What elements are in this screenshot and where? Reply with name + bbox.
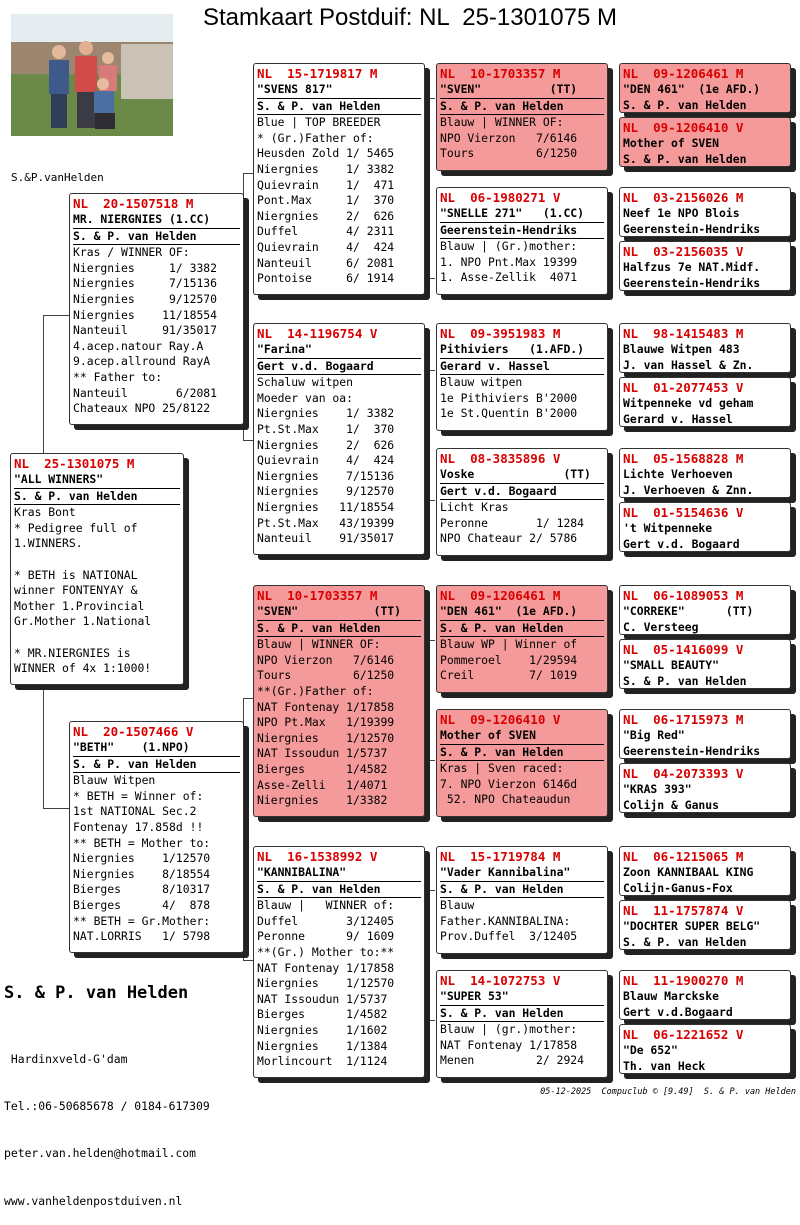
phone: Tel.:06-50685678 / 0184-617309 <box>4 1098 210 1113</box>
connector-line <box>425 640 426 760</box>
pigeon-card-mmm <box>436 970 608 1078</box>
pigeon-card-g16 <box>619 1024 791 1074</box>
result-line: Quievrain 1/ 471 <box>257 177 395 192</box>
pigeon-card-mmf <box>436 846 608 954</box>
result-line: Blue | TOP BREEDER <box>257 115 381 130</box>
pigeon-card-g4 <box>619 241 791 291</box>
result-line: Niergnies 1/3382 <box>257 793 388 808</box>
result-line <box>14 552 180 568</box>
pigeon-name: 't Witpenneke <box>623 521 713 535</box>
owner-name: Gerard v. Hassel <box>440 359 604 376</box>
pigeon-name: "SUPER 53" <box>440 989 604 1006</box>
owner-name: S. & P. van Helden <box>440 99 604 116</box>
result-line: 7. NPO Vierzon 6146d <box>440 776 578 791</box>
connector-line <box>43 808 69 809</box>
owner-name: S. & P. van Helden <box>14 489 180 506</box>
connector-line <box>243 960 253 961</box>
address: Hardinxveld-G'dam <box>4 1051 128 1066</box>
result-line: NAT Issoudun 1/5737 <box>257 991 388 1006</box>
ring-number: NL 03-2156035 V <box>623 244 744 259</box>
pigeon-card-g5 <box>619 323 791 373</box>
connector-line <box>425 98 435 99</box>
pigeon-name: Halfzus 7e NAT.Midf. <box>623 260 761 274</box>
ring-number: NL 09-3951983 M <box>440 326 561 341</box>
connector-line <box>610 350 611 405</box>
result-line: NAT Fontenay 1/17858 <box>440 1037 578 1052</box>
print-stamp: 05-12-2025 Compuclub © [9.49] S. & P. van Helden <box>540 1087 796 1097</box>
result-line: Bierges 1/4582 <box>257 761 388 776</box>
ring-number: NL 06-1089053 M <box>623 588 744 603</box>
result-line: Blauw Witpen <box>73 773 156 788</box>
result-line: **(Gr.)Father of: <box>257 683 374 698</box>
pigeon-card-g13 <box>619 846 791 896</box>
pigeon-name: "SNELLE 271" (1.CC) <box>440 206 604 223</box>
result-line: Mother 1.Provincial <box>14 598 145 613</box>
pigeon-card-g6 <box>619 377 791 427</box>
ring-number: NL 14-1072753 V <box>440 973 561 988</box>
owner-name: Colijn-Ganus-Fox <box>623 880 733 895</box>
result-line: **(Gr.) Mother to:** <box>257 944 395 959</box>
result-line: Niergnies 2/ 626 <box>257 437 395 452</box>
ring-number: NL 09-1206410 V <box>623 120 744 135</box>
owner-name: Gerard v. Hassel <box>623 411 733 426</box>
result-line: Nanteuil 6/2081 <box>73 385 218 400</box>
pigeon-card-fmm <box>436 448 608 556</box>
result-line: NAT Fontenay 1/17858 <box>257 699 395 714</box>
connector-line <box>425 890 435 891</box>
ring-number: NL 15-1719784 M <box>440 849 561 864</box>
result-line: 4.acep.natour Ray.A <box>73 338 204 353</box>
result-line: Peronne 9/ 1609 <box>257 929 395 944</box>
pigeon-name: "De 652" <box>623 1043 678 1057</box>
result-line: Pt.St.Max 43/19399 <box>257 515 395 530</box>
connector-line <box>43 686 44 808</box>
pigeon-card-g15 <box>619 970 791 1020</box>
pigeon-card-g10 <box>619 639 791 689</box>
result-line: Bierges 1/4582 <box>257 1007 388 1022</box>
result-line: * (Gr.)Father of: <box>257 130 374 145</box>
connector-line <box>425 890 426 1020</box>
page-title: Stamkaart Postduif: NL 25-1301075 M <box>203 4 617 31</box>
result-line: 1.WINNERS. <box>14 536 83 551</box>
pigeon-card-g12 <box>619 763 791 813</box>
pigeon-name: Mother of SVEN <box>623 136 720 150</box>
result-line: WINNER of 4x 1:1000! <box>14 661 152 676</box>
result-line: Kras Bont <box>14 505 76 520</box>
result-line: Pommeroel 1/29594 <box>440 652 578 667</box>
pigeon-card-mm <box>253 846 425 1078</box>
connector-line <box>425 500 435 501</box>
ring-number: NL 09-1206461 M <box>440 588 561 603</box>
pigeon-name: "DOCHTER SUPER BELG" <box>623 919 761 933</box>
ring-number: NL 11-1757874 V <box>623 903 744 918</box>
result-line: Niergnies 2/ 626 <box>257 208 395 223</box>
result-line: Bierges 4/ 878 <box>73 897 211 912</box>
pigeon-name: Neef 1e NPO Blois <box>623 206 740 220</box>
result-line: Niergnies 9/12570 <box>257 484 395 499</box>
ring-number: NL 10-1703357 M <box>257 588 378 603</box>
result-line: Duffel 3/12405 <box>257 913 395 928</box>
ring-number: NL 06-1215065 M <box>623 849 744 864</box>
ring-number: NL 11-1900270 M <box>623 973 744 988</box>
result-line <box>14 630 180 646</box>
ring-number: NL 08-3835896 V <box>440 451 561 466</box>
breeder-name: S. & P. van Helden <box>4 983 189 1003</box>
pigeon-name: "SVEN" (TT) <box>257 604 421 621</box>
pigeon-card-g9 <box>619 585 791 635</box>
pigeon-card-fmf <box>436 323 608 431</box>
ring-number: NL 09-1206461 M <box>623 66 744 81</box>
result-line: Nanteuil 6/ 2081 <box>257 255 395 270</box>
contact-block <box>4 1020 210 1225</box>
owner-name: Th. van Heck <box>623 1058 706 1073</box>
result-line: NPO Pt.Max 1/19399 <box>257 715 395 730</box>
result-line: Tours 6/1250 <box>257 668 395 683</box>
pigeon-name: Blauw Marckske <box>623 989 720 1003</box>
owner-name: S. & P. van Helden <box>73 757 240 774</box>
result-line: Niergnies 1/1602 <box>257 1022 388 1037</box>
result-line: Blauw | WINNER of: <box>257 898 395 913</box>
ring-number: NL 04-2073393 V <box>623 766 744 781</box>
result-line: Pont.Max 1/ 370 <box>257 193 395 208</box>
owner-name: Geerenstein-Hendriks <box>440 223 604 240</box>
result-line: Heusden Zold 1/ 5465 <box>257 146 395 161</box>
result-line: Blauw | WINNER OF: <box>440 115 564 130</box>
ring-number: NL 05-1568828 M <box>623 451 744 466</box>
owner-name: J. van Hassel & Zn. <box>623 357 754 372</box>
ring-number: NL 25-1301075 M <box>14 456 135 471</box>
result-line: NAT Fontenay 1/17858 <box>257 960 395 975</box>
website: www.vanheldenpostduiven.nl <box>4 1193 183 1208</box>
result-line: * MR.NIERGNIES is <box>14 645 131 660</box>
pigeon-card-g2 <box>619 117 791 167</box>
result-line: Niergnies 7/15136 <box>73 276 218 291</box>
pigeon-card-mf <box>253 585 425 817</box>
pigeon-name: "Vader Kannibalina" <box>440 865 604 882</box>
pigeon-card-father <box>69 193 244 425</box>
result-line: Pt.St.Max 1/ 370 <box>257 421 395 436</box>
result-line: Morlincourt 1/1124 <box>257 1054 388 1069</box>
connector-line <box>243 440 253 441</box>
result-line: Chateaux NPO 25/8122 <box>73 401 211 416</box>
result-line: 9.acep.allround RayA <box>73 354 211 369</box>
pigeon-card-fff <box>436 63 608 171</box>
owner-name: Colijn & Ganus <box>623 797 720 812</box>
result-line: Niergnies 1/ 3382 <box>257 406 395 421</box>
connector-line <box>425 278 435 279</box>
owner-name: S. & P. van Helden <box>623 934 747 949</box>
connector-line <box>610 470 611 530</box>
pigeon-name: "CORREKE" (TT) <box>623 604 754 618</box>
result-line: 1e Pithiviers B'2000 <box>440 390 578 405</box>
pigeon-card-g7 <box>619 448 791 498</box>
result-line: NPO Chateaur 2/ 5786 <box>440 531 578 546</box>
owner-name: S. & P. van Helden <box>623 151 747 166</box>
owner-name: S. & P. van Helden <box>440 1006 604 1023</box>
ring-number: NL 06-1221652 V <box>623 1027 744 1042</box>
result-line: 1. Asse-Zellik 4071 <box>440 270 578 285</box>
result-line: Gr.Mother 1.National <box>14 614 152 629</box>
result-line: Fontenay 17.858d !! <box>73 819 204 834</box>
owner-name: Gert v.d. Bogaard <box>257 359 421 376</box>
pigeon-card-g11 <box>619 709 791 759</box>
result-line: Schaluw witpen <box>257 375 354 390</box>
result-line: Menen 2/ 2924 <box>440 1053 585 1068</box>
result-line: Kras | Sven raced: <box>440 761 564 776</box>
result-line: * BETH = Winner of: <box>73 788 204 803</box>
connector-line <box>610 210 611 270</box>
ring-number: NL 06-1715973 M <box>623 712 744 727</box>
result-line: * BETH is NATIONAL <box>14 567 138 582</box>
result-line: Niergnies 1/12570 <box>257 730 395 745</box>
pigeon-name: Blauwe Witpen 483 <box>623 342 740 356</box>
connector-line <box>610 735 611 790</box>
pigeon-name: "KANNIBALINA" <box>257 865 421 882</box>
connector-line <box>425 370 435 371</box>
result-line: 1. NPO Pnt.Max 19399 <box>440 254 578 269</box>
ring-number: NL 15-1719817 M <box>257 66 378 81</box>
pigeon-card-g1 <box>619 63 791 113</box>
connector-line <box>425 370 426 500</box>
result-line: Blauw | (Gr.)mother: <box>440 239 578 254</box>
ring-number: NL 05-1416099 V <box>623 642 744 657</box>
result-line: Pontoise 6/ 1914 <box>257 271 395 286</box>
ring-number: NL 10-1703357 M <box>440 66 561 81</box>
pigeon-card-mother <box>69 721 244 953</box>
owner-name: S. & P. van Helden <box>623 673 747 688</box>
result-line: Blauw witpen <box>440 375 523 390</box>
connector-line <box>425 640 435 641</box>
result-line: Quievrain 4/ 424 <box>257 453 395 468</box>
result-line: Father.KANNIBALINA: <box>440 913 571 928</box>
result-line: Nanteuil 91/35017 <box>257 531 395 546</box>
pigeon-name: "SVEN" (TT) <box>440 82 604 99</box>
result-line: 1st NATIONAL Sec.2 <box>73 804 197 819</box>
pigeon-name: "SMALL BEAUTY" <box>623 658 720 672</box>
result-line: Blauw | (gr.)mother: <box>440 1022 578 1037</box>
owner-name: Gert v.d.Bogaard <box>623 1004 733 1019</box>
pigeon-name: "Big Red" <box>623 728 685 742</box>
pigeon-name: Witpenneke vd geham <box>623 396 754 410</box>
result-line: Prov.Duffel 3/12405 <box>440 929 578 944</box>
pigeon-name: Lichte Verhoeven <box>623 467 733 481</box>
result-line: Quievrain 4/ 424 <box>257 239 395 254</box>
ring-number: NL 01-5154636 V <box>623 505 744 520</box>
owner-name: Gert v.d. Bogaard <box>623 536 740 551</box>
pigeon-name: "DEN 461" (1e AFD.) <box>440 604 604 621</box>
ring-number: NL 06-1980271 V <box>440 190 561 205</box>
result-line: ** BETH = Mother to: <box>73 835 211 850</box>
ring-number: NL 03-2156026 M <box>623 190 744 205</box>
result-line: NAT.LORRIS 1/ 5798 <box>73 929 211 944</box>
pigeon-name: "KRAS 393" <box>623 782 692 796</box>
owner-name: S. & P. van Helden <box>623 97 747 112</box>
pigeon-card-g14 <box>619 900 791 950</box>
result-line: NPO Vierzon 7/6146 <box>440 130 578 145</box>
owner-name: S. & P. van Helden <box>440 621 604 638</box>
result-line: Niergnies 9/12570 <box>73 291 218 306</box>
pigeon-card-ff <box>253 63 425 295</box>
connector-line <box>425 1020 435 1021</box>
result-line: ** BETH = Gr.Mother: <box>73 913 211 928</box>
pigeon-name: Zoon KANNIBAAL KING <box>623 865 754 879</box>
result-line: Tours 6/1250 <box>440 146 578 161</box>
owner-name: Geerenstein-Hendriks <box>623 221 761 236</box>
owner-name: Gert v.d. Bogaard <box>440 484 604 501</box>
pigeon-card-g8 <box>619 502 791 552</box>
result-line: Peronne 1/ 1284 <box>440 515 585 530</box>
ring-number: NL 14-1196754 V <box>257 326 378 341</box>
result-line: Niergnies 11/18554 <box>73 307 218 322</box>
owner-name: S. & P. van Helden <box>257 99 421 116</box>
ring-number: NL 16-1538992 V <box>257 849 378 864</box>
pigeon-card-g3 <box>619 187 791 237</box>
result-line: Duffel 4/ 2311 <box>257 224 395 239</box>
owner-name: J. Verhoeven & Znn. <box>623 482 754 497</box>
owner-name: S. & P. van Helden <box>257 621 421 638</box>
owner-name: Geerenstein-Hendriks <box>623 743 761 758</box>
connector-line <box>610 995 611 1050</box>
result-line: Niergnies 1/12570 <box>257 976 395 991</box>
result-line: 52. NPO Chateaudun <box>440 792 571 807</box>
result-line: Blauw <box>440 898 475 913</box>
pigeon-card-ffm <box>436 187 608 295</box>
result-line: * Pedigree full of <box>14 520 138 535</box>
pigeon-card-fm <box>253 323 425 555</box>
result-line: Moeder van oa: <box>257 390 354 405</box>
connector-line <box>610 870 611 925</box>
owner-name: S. & P. van Helden <box>440 745 604 762</box>
result-line: Niergnies 11/18554 <box>257 499 395 514</box>
pigeon-name: "DEN 461" (1e AFD.) <box>623 82 761 96</box>
result-line: Bierges 8/10317 <box>73 882 211 897</box>
pigeon-name: Pithiviers (1.AFD.) <box>440 342 604 359</box>
ring-number: NL 09-1206410 V <box>440 712 561 727</box>
ring-number: NL 98-1415483 M <box>623 326 744 341</box>
result-line: ** Father to: <box>73 369 163 384</box>
result-line: NAT Issoudun 1/5737 <box>257 746 388 761</box>
connector-line <box>243 173 253 174</box>
result-line: Asse-Zelli 1/4071 <box>257 777 388 792</box>
pigeon-card-mff <box>436 585 608 693</box>
result-line: Niergnies 1/1384 <box>257 1038 388 1053</box>
result-line: Niergnies 1/ 3382 <box>73 260 218 275</box>
ring-number: NL 20-1507518 M <box>73 196 194 211</box>
connector-line <box>43 315 69 316</box>
connector-line <box>243 698 253 699</box>
connector-line <box>610 610 611 670</box>
pigeon-name: "BETH" (1.NPO) <box>73 740 240 757</box>
connector-line <box>610 88 611 148</box>
result-line: 1e St.Quentin B'2000 <box>440 406 578 421</box>
pigeon-card-mfm <box>436 709 608 817</box>
pigeon-name: "Farina" <box>257 342 421 359</box>
pigeon-name: MR. NIERGNIES (1.CC) <box>73 212 240 229</box>
pigeon-name: Mother of SVEN <box>440 728 604 745</box>
result-line: Niergnies 8/18554 <box>73 866 211 881</box>
result-line: Nanteuil 91/35017 <box>73 323 218 338</box>
pigeon-name: "ALL WINNERS" <box>14 472 180 489</box>
result-line: winner FONTENYAY & <box>14 583 138 598</box>
pigeon-name: Voske (TT) <box>440 467 604 484</box>
email: peter.van.helden@hotmail.com <box>4 1146 197 1161</box>
connector-line <box>425 760 435 761</box>
connector-line <box>425 98 426 278</box>
result-line: Niergnies 7/15136 <box>257 468 395 483</box>
owner-name: S. & P. van Helden <box>440 882 604 899</box>
owner-name: S. & P. van Helden <box>257 882 421 899</box>
breeder-name-small: S.&P.vanHelden <box>11 171 104 184</box>
owner-name: C. Versteeg <box>623 619 699 634</box>
result-line: Creil 7/ 1019 <box>440 668 578 683</box>
result-line: Licht Kras <box>440 500 509 515</box>
owner-name: S. & P. van Helden <box>73 229 240 246</box>
ring-number: NL 01-2077453 V <box>623 380 744 395</box>
result-line: Blauw | WINNER OF: <box>257 637 381 652</box>
pigeon-card-subject <box>10 453 184 685</box>
result-line: Niergnies 1/12570 <box>73 851 211 866</box>
breeder-photo <box>11 14 173 136</box>
result-line: Niergnies 1/ 3382 <box>257 161 395 176</box>
owner-name: Geerenstein-Hendriks <box>623 275 761 290</box>
result-line: Blauw WP | Winner of <box>440 637 578 652</box>
result-line: Kras / WINNER OF: <box>73 245 190 260</box>
ring-number: NL 20-1507466 V <box>73 724 194 739</box>
pigeon-name: "SVENS 817" <box>257 82 421 99</box>
connector-line <box>43 315 44 455</box>
result-line: NPO Vierzon 7/6146 <box>257 652 395 667</box>
